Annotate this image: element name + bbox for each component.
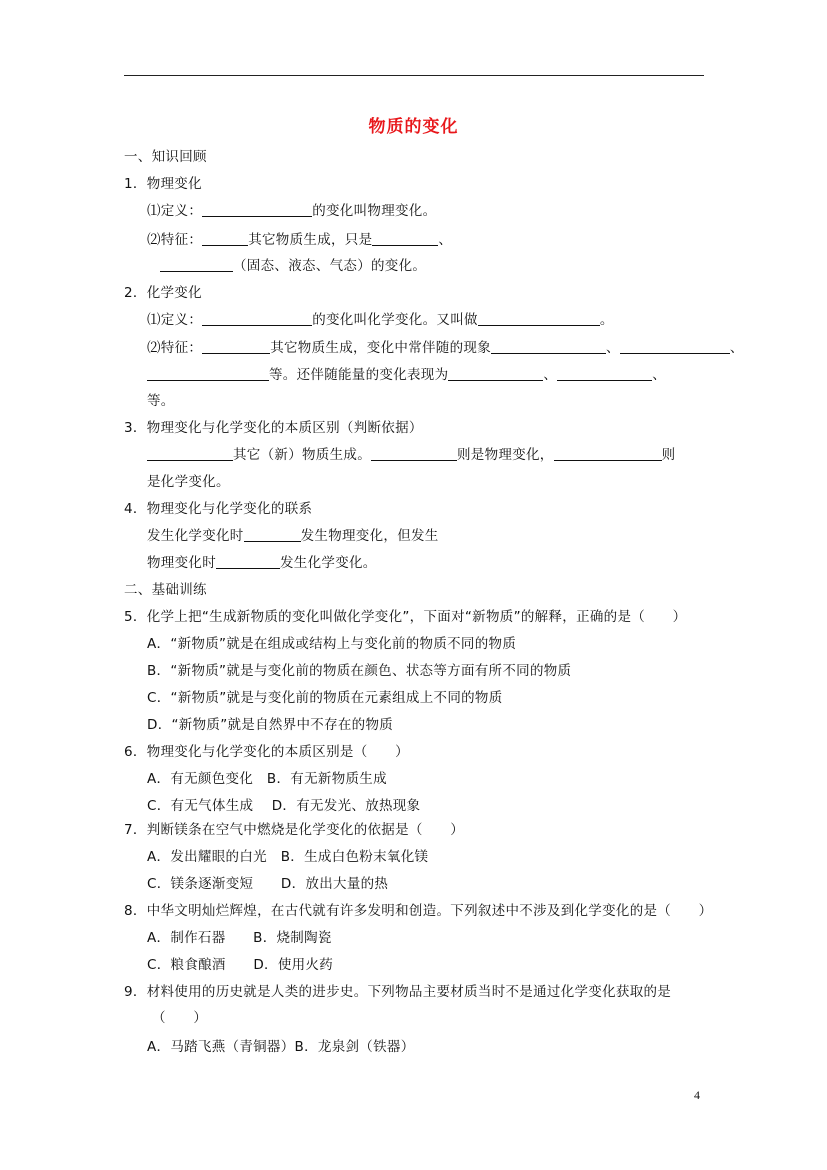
page-title: 物质的变化 [368,117,459,137]
blank [557,366,652,381]
q8-options-row1: A．制作石器 B．烧制陶瓷 [147,930,332,946]
q5-option-a: A．“新物质”就是在组成或结构上与变化前的物质不同的物质 [147,636,517,652]
q5-option-c: C．“新物质”就是与变化前的物质在元素组成上不同的物质 [147,690,503,706]
q2-feature-end: 等。 [147,393,175,409]
blank [147,366,269,381]
q5-option-b: B．“新物质”就是与变化前的物质在颜色、状态等方面有所不同的物质 [147,663,572,679]
q2-heading: 2．化学变化 [124,285,202,301]
q1-feature: ⑵特征： 其它物质生成，只是 、 [147,232,453,248]
q3-heading: 3．物理变化与化学变化的本质区别（判断依据） [124,420,423,436]
q5-option-d: D．“新物质”就是自然界中不存在的物质 [147,717,394,733]
q8-stem: 8．中华文明灿烂辉煌，在古代就有许多发明和创造。下列叙述中不涉及到化学变化的是（ ） [124,903,713,919]
q9-stem: 9．材料使用的历史就是人类的进步史。下列物品主要材质当时不是通过化学变化获取的是 [124,984,672,1000]
blank [160,257,233,272]
q8-options-row2: C．粮食酿酒 D．使用火药 [147,957,334,973]
header-rule [124,75,704,76]
q5-stem: 5．化学上把“生成新物质的变化叫做化学变化”，下面对“新物质”的解释，正确的是（ ） [124,609,687,625]
blank [216,554,280,569]
q3-line2: 是化学变化。 [147,474,230,490]
q4-line2: 物理变化时 发生化学变化。 [147,555,377,571]
blank [202,231,248,246]
q1-feature-cont: （固态、液态、气态）的变化。 [160,256,426,276]
q9-options-row1: A．马踏飞燕（青铜器）B．龙泉剑（铁器） [147,1039,415,1055]
blank [554,446,662,461]
blank [478,311,600,326]
blank [620,339,730,354]
blank [371,446,457,461]
q4-line1: 发生化学变化时 发生物理变化，但发生 [147,528,439,544]
blank [147,446,233,461]
q7-options-row2: C．镁条逐渐变短 D．放出大量的热 [147,876,389,892]
q2-feature: ⑵特征： 其它物质生成，变化中常伴随的现象 、 、 [147,340,744,356]
blank [448,366,543,381]
q3-line1: 其它（新）物质生成。 则是物理变化， 则 [147,445,675,465]
q1-definition: ⑴定义： 的变化叫物理变化。 [147,203,437,219]
q6-options-row1: A．有无颜色变化 B．有无新物质生成 [147,771,387,787]
blank [244,527,301,542]
section-review: 一、知识回顾 [124,149,207,165]
q6-stem: 6．物理变化与化学变化的本质区别是（ ） [124,744,409,760]
blank [202,339,270,354]
q4-heading: 4．物理变化与化学变化的联系 [124,501,313,517]
q6-options-row2: C．有无气体生成 D．有无发光、放热现象 [147,798,421,814]
section-basic: 二、基础训练 [124,582,207,598]
q1-heading: 1．物理变化 [124,176,202,192]
page-number: 4 [694,1088,700,1102]
q9-answer-paren: （ ） [152,1010,208,1026]
blank [202,311,312,326]
blank [372,231,438,246]
q2-feature-cont: 等。还伴随能量的变化表现为 、 、 [147,365,666,385]
q7-options-row1: A．发出耀眼的白光 B．生成白色粉末氧化镁 [147,849,429,865]
q7-stem: 7．判断镁条在空气中燃烧是化学变化的依据是（ ） [124,822,465,838]
blank [491,339,606,354]
blank [202,202,312,217]
q2-definition: ⑴定义： 的变化叫化学变化。又叫做 。 [147,312,614,328]
